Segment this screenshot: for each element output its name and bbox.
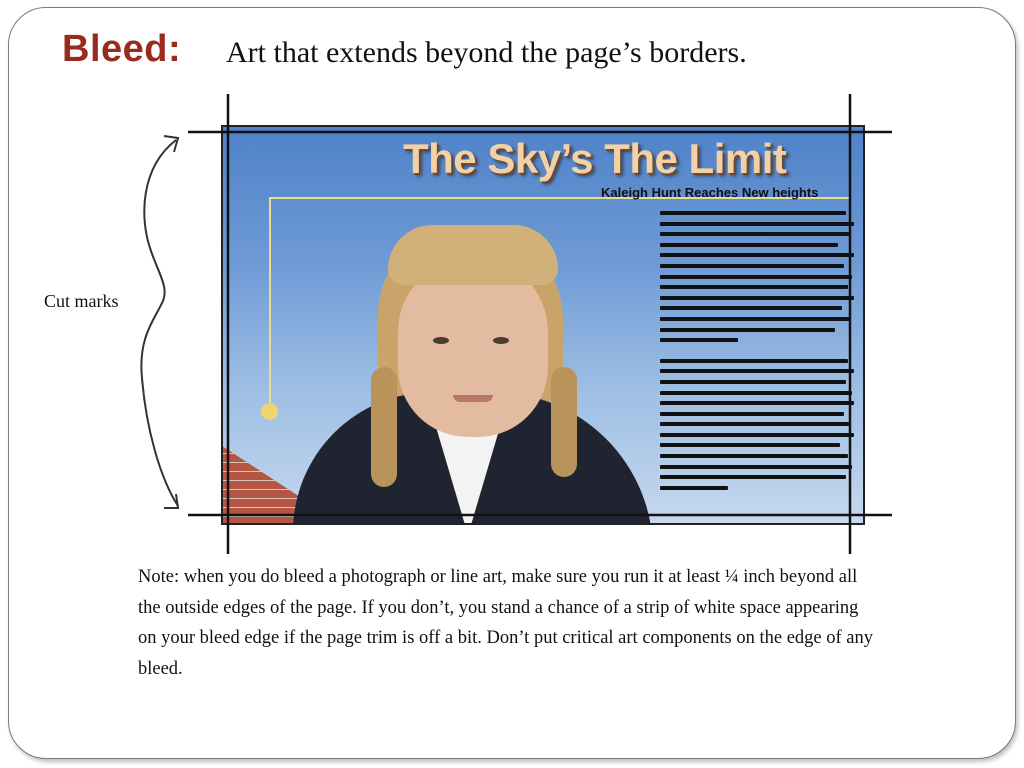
brace-arrow <box>141 140 178 506</box>
poster-headline: The Sky’s The Limit <box>403 135 787 182</box>
slide-title-definition: Art that extends beyond the page’s borders. <box>226 36 747 69</box>
cut-marks-label: Cut marks <box>44 291 119 311</box>
note-paragraph: Note: when you do bleed a photograph or line art, make sure you run it at least ¼ inch beyond all the outside edges of the page. If you don’t, you stand a chance of a strip of white space appearing on your bleed edge if the page trim is off a bit. Don’t put critical art components on the edge of any bleed. <box>138 567 873 679</box>
poster-subhead: Kaleigh Hunt Reaches New heights <box>601 185 819 200</box>
trim-box <box>222 126 864 524</box>
cut-marks-diagram <box>120 88 910 560</box>
slide-title-term: Bleed: <box>62 28 182 70</box>
